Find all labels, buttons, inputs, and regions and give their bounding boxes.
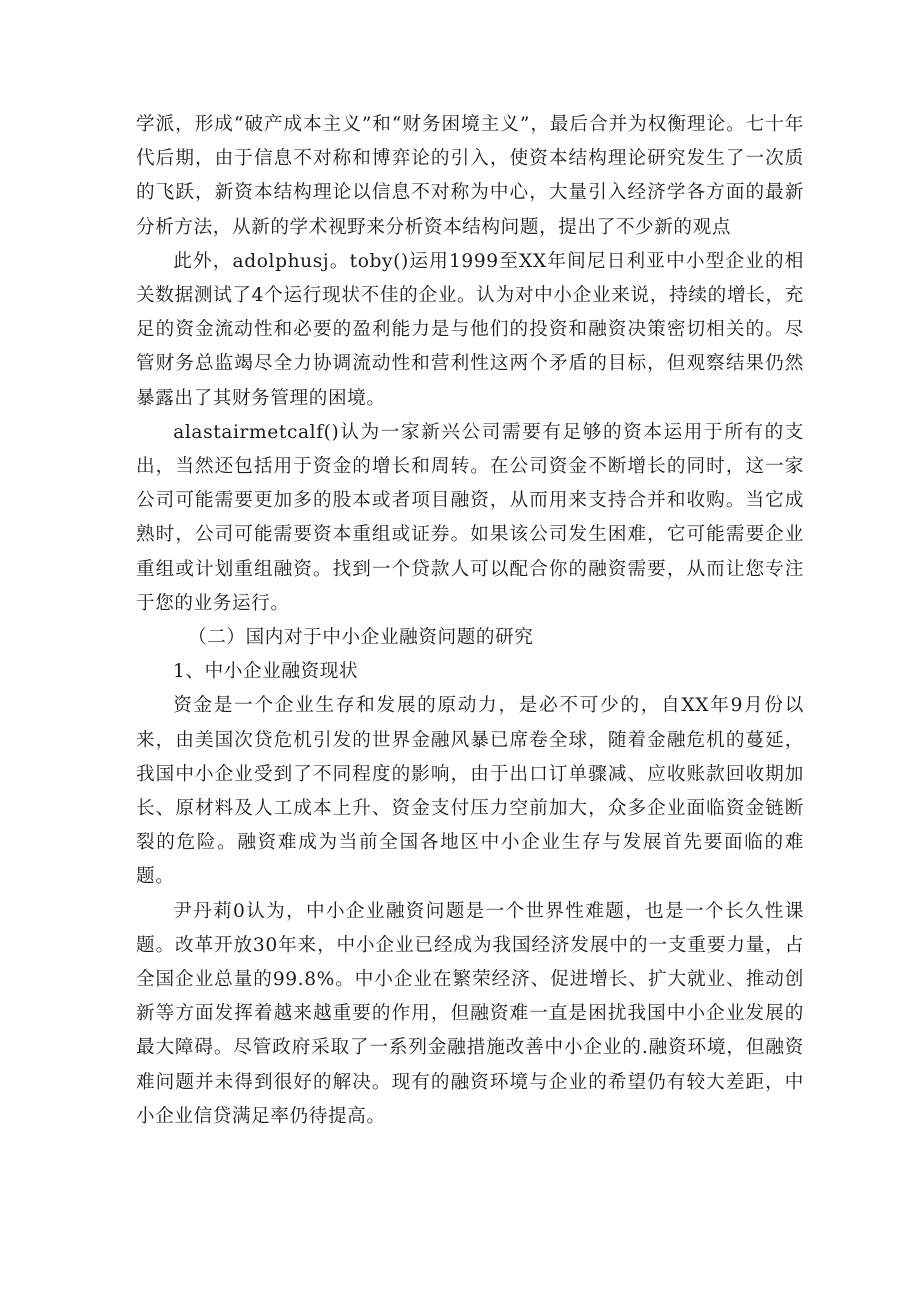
paragraph-metcalf-view: alastairmetcalf()认为一家新兴公司需要有足够的资本运用于所有的支出，当然还包括用于资金的增长和周转。在公司资金不断增长的同时，这一家公司可能需要更加多的股本或者项目融资，从而用来支持合并和收购。当它成熟时，公司可能需要资本重组或证券。如果该公司发生困难，它可能需要企业重组或计划重组融资。找到一个贷款人可以配合你的融资需要，从而让您专注于您的业务运行。 <box>136 421 804 614</box>
paragraph-financing-status: 资金是一个企业生存和发展的原动力，是必不可少的，自XX年9月份以来，由美国次贷危机引发的世界金融风暴已席卷全球，随着金融危机的蔓延，我国中小企业受到了不同程度的影响，由于出口订单骤减、应收账款回收期加长、原材料及人工成本上升、资金支付压力空前加大，众多企业面临资金链断裂的危险。融资难成为当前全国各地区中小企业生存与发展首先要面临的难题。 <box>136 695 804 888</box>
subsection-heading-financing-status: 1、中小企业融资现状 <box>173 661 359 683</box>
paragraph-capital-structure-theory: 学派，形成“破产成本主义”和“财务困境主义”，最后合并为权衡理论。七十年代后期，由于信息不对称和博弈论的引入，使资本结构理论研究发生了一次质的飞跃，新资本结构理论以信息不对称为中心，大量引入经济学各方面的最新分析方法，从新的学术视野来分析资本结构问题，提出了不少新的观点 <box>136 114 804 238</box>
section-heading-domestic-research: （二）国内对于中小企业融资问题的研究 <box>188 627 534 649</box>
document-body <box>136 108 804 1134</box>
paragraph-toby-study: 此外，adolphusj。toby()运用1999至XX年间尼日利亚中小型企业的相关数据测试了4个运行现状不佳的企业。认为对中小企业来说，持续的增长，充足的资金流动性和必要的盈利能力是与他们的投资和融资决策密切相关的。尽管财务总监竭尽全力协调流动性和营利性这两个矛盾的目标，但观察结果仍然暴露出了其财务管理的困境。 <box>136 250 804 409</box>
paragraph-yin-danli-view: 尹丹莉0认为，中小企业融资问题是一个世界性难题，也是一个长久性课题。改革开放30年来，中小企业已经成为我国经济发展中的一支重要力量，占全国企业总量的99.8%。中小企业在繁荣经济、促进增长、扩大就业、推动创新等方面发挥着越来越重要的作用，但融资难一直是困扰我国中小企业发展的最大障碍。尽管政府采取了一系列金融措施改善中小企业的.融资环境，但融资难问题并未得到很好的解决。现有的融资环境与企业的希望仍有较大差距，中小企业信贷满足率仍待提高。 <box>136 900 804 1127</box>
